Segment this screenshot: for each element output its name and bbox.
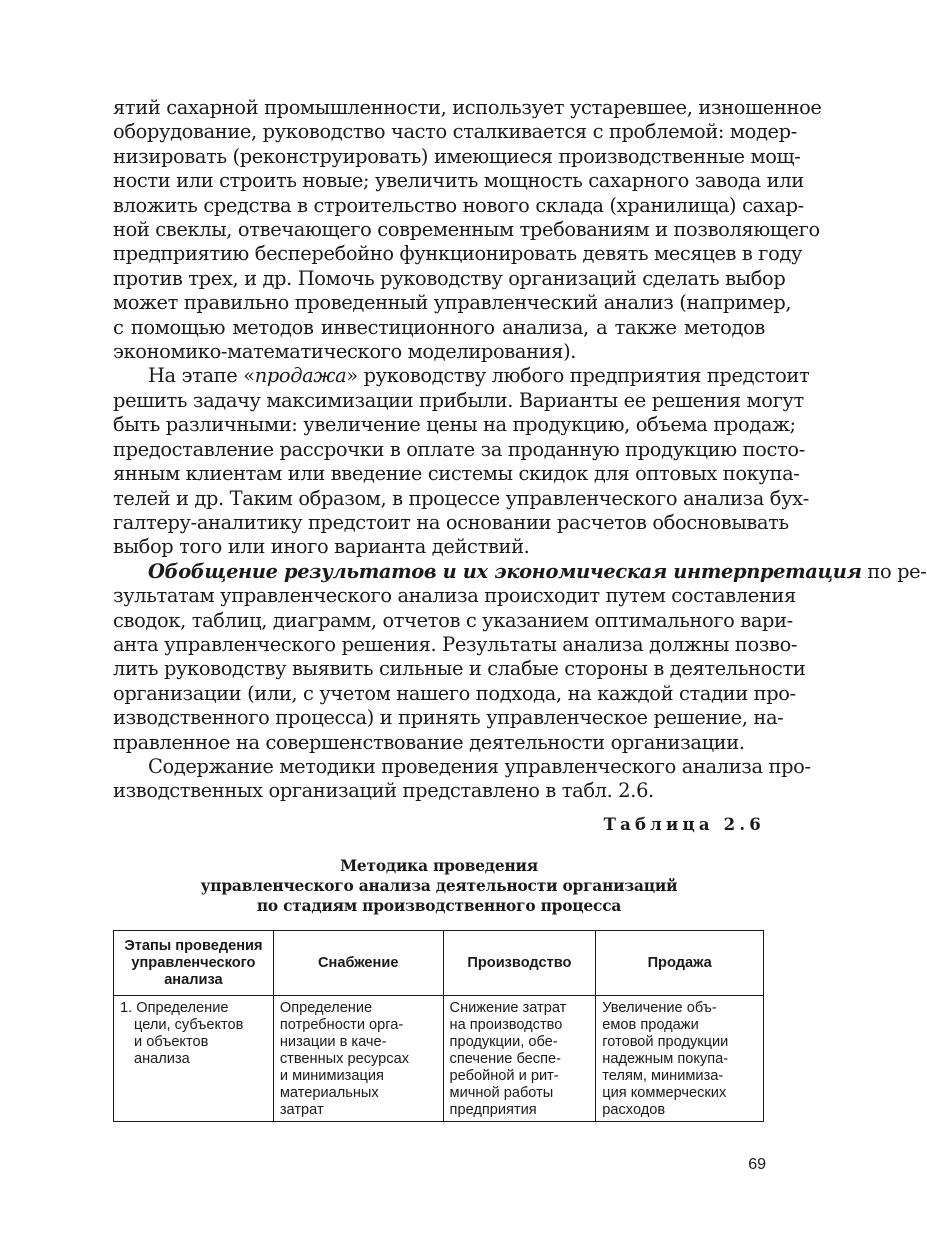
- text-line: выбор того или иного варианта действий.: [113, 535, 530, 559]
- cell-line: и объектов: [134, 1034, 209, 1050]
- text-line: лить руководству выявить сильные и слабые стороны в деятельности: [113, 657, 806, 681]
- text-line: зультатам управленческого анализа происходит путем составления: [113, 584, 796, 608]
- cell-line: Снижение затрат: [449, 1000, 567, 1016]
- table-cell-sales: [596, 996, 764, 1122]
- text-line: организации (или, с учетом нашего подхода, на каждой стадии про-: [113, 681, 796, 705]
- cell-line: и минимизация: [279, 1068, 384, 1084]
- cell-line: низации в каче-: [279, 1034, 387, 1050]
- cell-line: на производство: [449, 1017, 563, 1033]
- text-line: экономико-математического моделирования).: [113, 340, 577, 364]
- table-row: [114, 996, 764, 1122]
- text-line: ности или строить новые; увеличить мощность сахарного завода или: [113, 169, 804, 193]
- column-header-supply: [273, 931, 443, 996]
- bold-italic-heading: Обобщение результатов и их экономическая интерпретация: [148, 559, 862, 583]
- table-caption: [113, 856, 765, 916]
- header-line: Продажа: [647, 954, 712, 971]
- text-line: ятий сахарной промышленности, использует устаревшее, изношенное: [113, 96, 822, 119]
- header-line: управленческого: [131, 954, 256, 971]
- emphasis-text: продажа: [254, 364, 347, 388]
- header-line: Снабжение: [317, 954, 399, 971]
- cell-line: мичной работы: [449, 1085, 554, 1101]
- table-cell-production: [443, 996, 596, 1122]
- header-line: анализа: [164, 971, 223, 988]
- cell-line: спечение беспе-: [449, 1051, 561, 1067]
- cell-line: анализа: [134, 1051, 190, 1067]
- cell-line: материальных: [279, 1085, 379, 1101]
- text-line: [113, 559, 927, 584]
- text-line: против трех, и др. Помочь руководству организаций сделать выбор: [113, 266, 786, 290]
- text-fragment: по ре-: [861, 559, 927, 583]
- caption-line: управленческого анализа деятельности организаций: [200, 877, 678, 895]
- cell-line: Увеличение объ-: [602, 1000, 717, 1016]
- text-line: с помощью методов инвестиционного анализа, а также методов: [113, 315, 765, 339]
- text-line: быть различными: увеличение цены на продукцию, объема продаж;: [113, 413, 796, 437]
- text-fragment: На этапе «: [148, 364, 255, 388]
- paragraph-3: [113, 559, 927, 755]
- table-cell-stage: [114, 996, 274, 1122]
- text-line: сводок, таблиц, диаграмм, отчетов с указанием оптимального вари-: [113, 608, 793, 632]
- text-line: телей и др. Таким образом, в процессе управленческого анализа бух-: [113, 486, 809, 510]
- header-line: Этапы проведения: [124, 937, 263, 954]
- cell-line: Определение: [279, 1000, 373, 1016]
- cell-line: готовой продукции: [602, 1034, 729, 1050]
- cell-line: емов продажи: [602, 1017, 699, 1033]
- text-line: изводственного процесса) и принять управленческое решение, на-: [113, 706, 784, 730]
- cell-line: предприятия: [449, 1102, 537, 1118]
- text-line: вложить средства в строительство нового склада (хранилища) сахар-: [113, 193, 804, 217]
- text-line: ной свеклы, отвечающего современным требованиям и позволяющего: [113, 218, 820, 242]
- page-number: 69: [748, 1156, 766, 1173]
- cell-line: телям, минимиза-: [602, 1068, 724, 1084]
- text-line: может правильно проведенный управленческий анализ (например,: [113, 291, 792, 315]
- text-line: предприятию бесперебойно функционировать девять месяцев в году: [113, 242, 803, 266]
- table-header-row: [114, 931, 764, 996]
- paragraph-1: [113, 96, 822, 364]
- text-line: решить задачу максимизации прибыли. Варианты ее решения могут: [113, 388, 804, 412]
- text-line: оборудование, руководство часто сталкивается с проблемой: модер-: [113, 120, 797, 144]
- text-line: предоставление рассрочки в оплате за проданную продукцию посто-: [113, 437, 805, 461]
- text-line: правленное на совершенствование деятельности организации.: [113, 730, 745, 754]
- caption-line: по стадиям производственного процесса: [256, 897, 622, 915]
- paragraph-4: [113, 754, 811, 804]
- column-header-production: [443, 931, 596, 996]
- text-line: галтеру-аналитику предстоит на основании расчетов обосновывать: [113, 510, 789, 534]
- text-line: Содержание методики проведения управленческого анализа про-: [148, 754, 811, 778]
- text-line: анта управленческого решения. Результаты анализа должны позво-: [113, 632, 798, 656]
- cell-line: надежным покупа-: [602, 1051, 729, 1067]
- table-number-label: Таблица 2.6: [603, 815, 765, 834]
- column-header-sales: [596, 931, 764, 996]
- paragraph-2: [113, 364, 810, 559]
- methodology-table: [113, 930, 764, 1122]
- cell-line: 1. Определение: [120, 1000, 229, 1016]
- cell-line: потребности орга-: [279, 1017, 404, 1033]
- column-header-stages: [114, 931, 274, 996]
- cell-line: расходов: [602, 1102, 666, 1118]
- cell-line: продукции, обе-: [449, 1034, 558, 1050]
- cell-line: ция коммерческих: [602, 1085, 727, 1101]
- caption-line: Методика проведения: [340, 857, 538, 875]
- page-text: [113, 96, 927, 804]
- header-line: Производство: [467, 954, 572, 971]
- cell-line: цели, субъектов: [134, 1017, 244, 1033]
- text-fragment: » руководству любого предприятия предстоит: [346, 364, 810, 388]
- cell-line: затрат: [279, 1102, 324, 1118]
- text-line: янным клиентам или введение системы скидок для оптовых покупа-: [113, 462, 800, 486]
- text-line: [113, 364, 810, 388]
- cell-line: ственных ресурсах: [279, 1051, 409, 1067]
- cell-line: ребойной и рит-: [449, 1068, 559, 1084]
- text-line: низировать (реконструировать) имеющиеся производственные мощ-: [113, 144, 801, 168]
- table-cell-supply: [273, 996, 443, 1122]
- text-line: изводственных организаций представлено в табл. 2.6.: [113, 779, 654, 803]
